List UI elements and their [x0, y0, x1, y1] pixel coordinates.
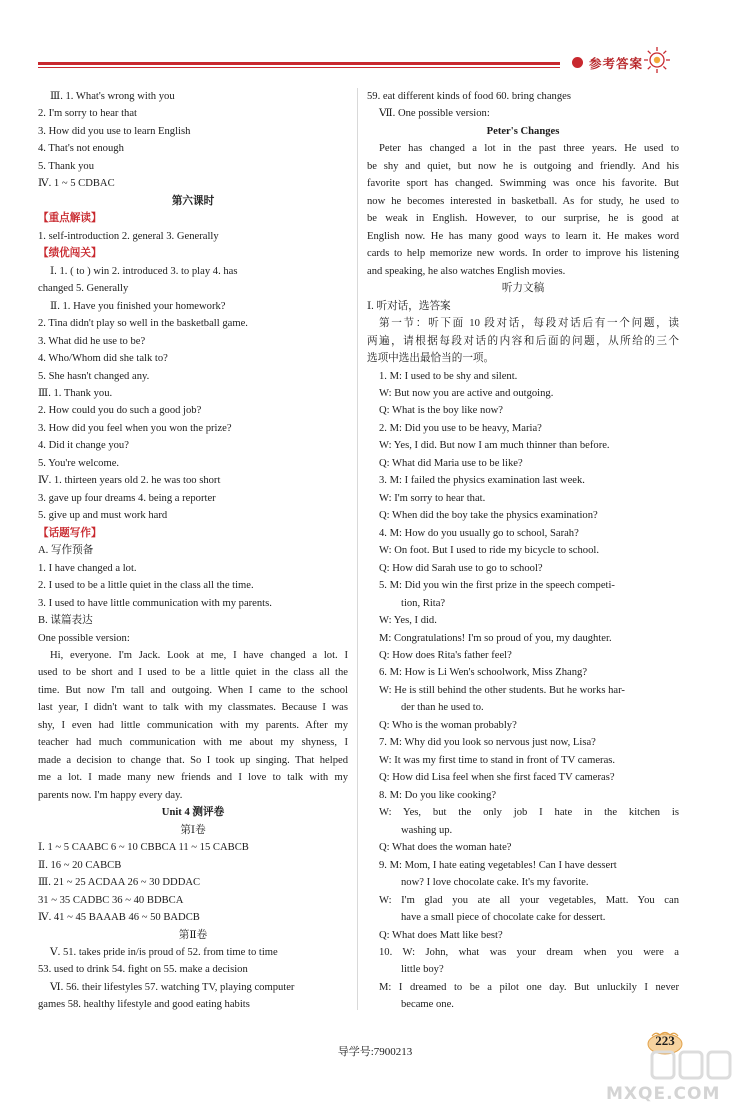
- right-text-line: Q: How does Rita's father feel?: [379, 650, 512, 661]
- left-text-line: 53. used to drink 54. fight on 55. make a decision: [38, 964, 248, 976]
- left-text-line: 5. You're welcome.: [38, 457, 120, 469]
- left-text-line: me a lot. I made many new friends and I love to talk with my: [38, 772, 348, 784]
- right-text-line: W: Yes, I did.: [379, 615, 437, 627]
- sun-emblem-icon: [642, 45, 672, 75]
- left-text-line: 4. Did it change you?: [38, 440, 129, 452]
- right-text-line: 第一节：听下面 10 段对话，每段对话后有一个问题，读: [379, 318, 679, 330]
- left-text-line: 2. How could you do such a good job?: [38, 405, 202, 417]
- left-text-line: made a decision to change that. So I took up singing. That helped: [38, 754, 348, 766]
- guide-number: 导学号:7900213: [337, 1046, 413, 1058]
- right-text-line: 5. M: Did you win the first prize in the speech competi-: [379, 580, 615, 592]
- left-text-line: 3. How did you feel when you won the prize?: [38, 422, 232, 434]
- left-text-line: 31 ~ 35 CADBC 36 ~ 40 BDBCA: [38, 894, 184, 906]
- right-text-line: cards to help memorize new words. In order to improve his listening: [367, 248, 679, 260]
- right-text-line: be weak in English. However, to our surprise, he is good at: [367, 213, 679, 225]
- left-text-line: Ⅲ. 1. What's wrong with you: [50, 91, 175, 102]
- right-text-line: Q: What does the woman hate?: [379, 842, 512, 854]
- right-text-line: Peter's Changes: [486, 125, 560, 137]
- left-text-line: last year, I didn't want to talk with my classmates. Because I was: [38, 702, 348, 714]
- left-text-line: Ⅱ. 1. Have you finished your homework?: [50, 300, 226, 312]
- right-text-line: 6. M: How is Li Wen's schoolwork, Miss Zhang?: [379, 667, 588, 679]
- left-text-line: Ⅳ. 1 ~ 5 CDBAC: [38, 178, 115, 190]
- left-text-line: 5. Thank you: [38, 160, 95, 172]
- left-text-line: Ⅰ. 1. ( to ) win 2. introduced 3. to play 4. has: [50, 265, 238, 277]
- right-text-line: 两遍，请根据每段对话的内容和后面的问题，从所给的三个: [367, 335, 679, 347]
- right-text-line: be shy and quiet, but now he is outgoing and friendly. And his: [367, 160, 679, 172]
- right-text-line: English now. He has many good ways to learn it. He makes word: [367, 230, 679, 242]
- left-text-line: Ⅴ. 51. takes pride in/is proud of 52. from time to time: [50, 946, 278, 958]
- right-text-line: Q: When did the boy take the physics examination?: [379, 510, 598, 522]
- left-text-line: 3. I used to have little communication with my parents.: [38, 597, 272, 609]
- left-text-line: Ⅳ. 41 ~ 45 BAAAB 46 ~ 50 BADCB: [38, 912, 200, 924]
- left-text-line: parents now. I'm happy every day.: [38, 789, 183, 801]
- left-text-line: One possible version:: [38, 632, 130, 644]
- right-text-line: W: I'm sorry to hear that.: [379, 492, 486, 504]
- right-text-line: W: Yes, but the only job I hate in the kitchen is: [379, 807, 679, 819]
- left-text-line: 1. I have changed a lot.: [38, 562, 137, 574]
- right-text-line: 选项中选出最恰当的一项。: [367, 353, 495, 365]
- bullet-dot-icon: [572, 57, 583, 68]
- left-text-line: games 58. healthy lifestyle and good eating habits: [38, 999, 250, 1011]
- right-text-line: 4. M: How do you usually go to school, Sarah?: [379, 527, 579, 539]
- right-text-line: became one.: [401, 999, 454, 1011]
- right-text-line: and speaking, he also watches English movies.: [367, 265, 566, 277]
- right-text-line: 59. eat different kinds of food 60. bring changes: [367, 91, 571, 102]
- left-text-line: changed 5. Generally: [38, 283, 129, 295]
- right-text-line: W: On foot. But I used to ride my bicycle to school.: [379, 545, 599, 557]
- left-text-line: Hi, everyone. I'm Jack. Look at me, I have changed a lot. I: [50, 650, 348, 661]
- page-number: 223: [655, 1033, 675, 1048]
- answer-column-left: [38, 88, 348, 1014]
- right-text-line: 10. W: John, what was your dream when you were a: [379, 946, 679, 958]
- left-text-line: Unit 4 测评卷: [161, 807, 225, 819]
- right-text-line: 听力文稿: [501, 283, 545, 295]
- right-text-line: Peter has changed a lot in the past three years. He used to: [379, 143, 679, 155]
- right-text-line: Q: Who is the woman probably?: [379, 719, 517, 731]
- left-text-line: 第Ⅱ卷: [178, 929, 208, 941]
- header-rule-thick: [38, 62, 560, 65]
- left-text-line: 3. How did you use to learn English: [38, 125, 191, 137]
- left-text-line: 【话题写作】: [38, 527, 102, 539]
- right-text-line: 1. M: I used to be shy and silent.: [379, 370, 518, 382]
- left-text-line: B. 谋篇表达: [38, 615, 93, 627]
- left-text-line: 1. self-introduction 2. general 3. Generally: [38, 230, 219, 242]
- left-text-line: shy, I even had little communication with my parents. After my: [38, 719, 348, 731]
- right-text-line: Ⅶ. One possible version:: [379, 108, 490, 120]
- left-text-line: 3. What did he use to be?: [38, 335, 146, 347]
- left-text-line: 4. Who/Whom did she talk to?: [38, 353, 168, 365]
- right-text-line: favorite sport has changed. Swimming was once his favorite. But: [367, 178, 679, 190]
- right-text-line: W: He is still behind the other students. But he works har-: [379, 684, 625, 696]
- right-text-line: Ⅰ. 听对话，选答案: [367, 300, 451, 312]
- right-text-line: M: I dreamed to be a pilot one day. But unluckily I never: [379, 981, 679, 993]
- header-rule-thin: [38, 67, 560, 68]
- right-text-line: 2. M: Did you use to be heavy, Maria?: [379, 422, 542, 434]
- column-divider: [357, 88, 358, 1010]
- left-text-line: Ⅰ. 1 ~ 5 CAABC 6 ~ 10 CBBCA 11 ~ 15 CABCB: [38, 842, 249, 854]
- left-text-line: Ⅳ. 1. thirteen years old 2. he was too short: [38, 475, 221, 487]
- left-text-line: Ⅲ. 21 ~ 25 ACDAA 26 ~ 30 DDDAC: [38, 877, 201, 889]
- right-text-line: little boy?: [401, 964, 444, 976]
- right-text-line: W: Yes, I did. But now I am much thinner than before.: [379, 440, 610, 452]
- section-title: 参考答案: [589, 57, 644, 71]
- right-text-line: now? I love chocolate cake. It's my favorite.: [401, 877, 589, 889]
- right-text-line: Q: What did Maria use to be like?: [379, 457, 523, 469]
- left-text-line: 2. I used to be a little quiet in the class all the time.: [38, 580, 254, 592]
- right-text-line: W: But now you are active and outgoing.: [379, 387, 554, 399]
- left-text-line: 4. That's not enough: [38, 143, 124, 155]
- left-text-line: 第六课时: [171, 195, 215, 207]
- left-text-line: time. But now I'm tall and outgoing. When I came to the school: [38, 684, 348, 696]
- right-text-line: W: I'm glad you ate all your vegetables, Matt. You can: [379, 894, 679, 906]
- left-text-line: Ⅱ. 16 ~ 20 CABCB: [38, 859, 122, 871]
- left-text-line: 5. give up and must work hard: [38, 510, 168, 522]
- watermark-text: MXQE.COM: [606, 1084, 721, 1104]
- left-text-line: A. 写作预备: [38, 545, 94, 557]
- right-text-line: 8. M: Do you like cooking?: [379, 789, 497, 801]
- right-text-line: washing up.: [401, 824, 453, 836]
- right-text-line: Q: How did Sarah use to go to school?: [379, 562, 543, 574]
- right-text-line: Q: What is the boy like now?: [379, 405, 503, 417]
- left-text-line: 第Ⅰ卷: [180, 824, 206, 836]
- right-text-line: 9. M: Mom, I hate eating vegetables! Can I have dessert: [379, 859, 617, 871]
- left-text-line: used to be short and I used to be a little quiet in the class all the: [38, 667, 348, 679]
- right-text-line: Q: How did Lisa feel when she first faced TV cameras?: [379, 772, 615, 784]
- right-text-line: der than he used to.: [401, 702, 484, 714]
- right-text-line: 7. M: Why did you look so nervous just now, Lisa?: [379, 737, 596, 749]
- left-text-line: teacher had much communication with me about my shyness, I: [38, 737, 348, 749]
- left-text-line: Ⅵ. 56. their lifestyles 57. watching TV, playing computer: [50, 981, 295, 993]
- right-text-line: now he becomes interested in basketball. As for study, he used to: [367, 195, 679, 207]
- right-text-line: W: It was my first time to stand in front of TV cameras.: [379, 754, 616, 766]
- left-text-line: 5. She hasn't changed any.: [38, 370, 150, 382]
- left-text-line: 2. I'm sorry to hear that: [38, 108, 137, 120]
- left-text-line: 3. gave up four dreams 4. being a reporter: [38, 492, 216, 504]
- right-text-line: 3. M: I failed the physics examination last week.: [379, 475, 585, 487]
- left-text-line: Ⅲ. 1. Thank you.: [38, 387, 113, 399]
- answer-column-right: [367, 88, 679, 1014]
- right-text-line: have a small piece of chocolate cake for dessert.: [401, 912, 606, 924]
- right-text-line: Q: What does Matt like best?: [379, 929, 503, 941]
- left-text-line: 2. Tina didn't play so well in the basketball game.: [38, 318, 248, 330]
- left-text-line: 【重点解读】: [38, 213, 102, 225]
- left-text-line: 【绩优闯关】: [38, 248, 102, 260]
- right-text-line: tion, Rita?: [401, 597, 446, 609]
- right-text-line: M: Congratulations! I'm so proud of you, my daughter.: [379, 632, 612, 644]
